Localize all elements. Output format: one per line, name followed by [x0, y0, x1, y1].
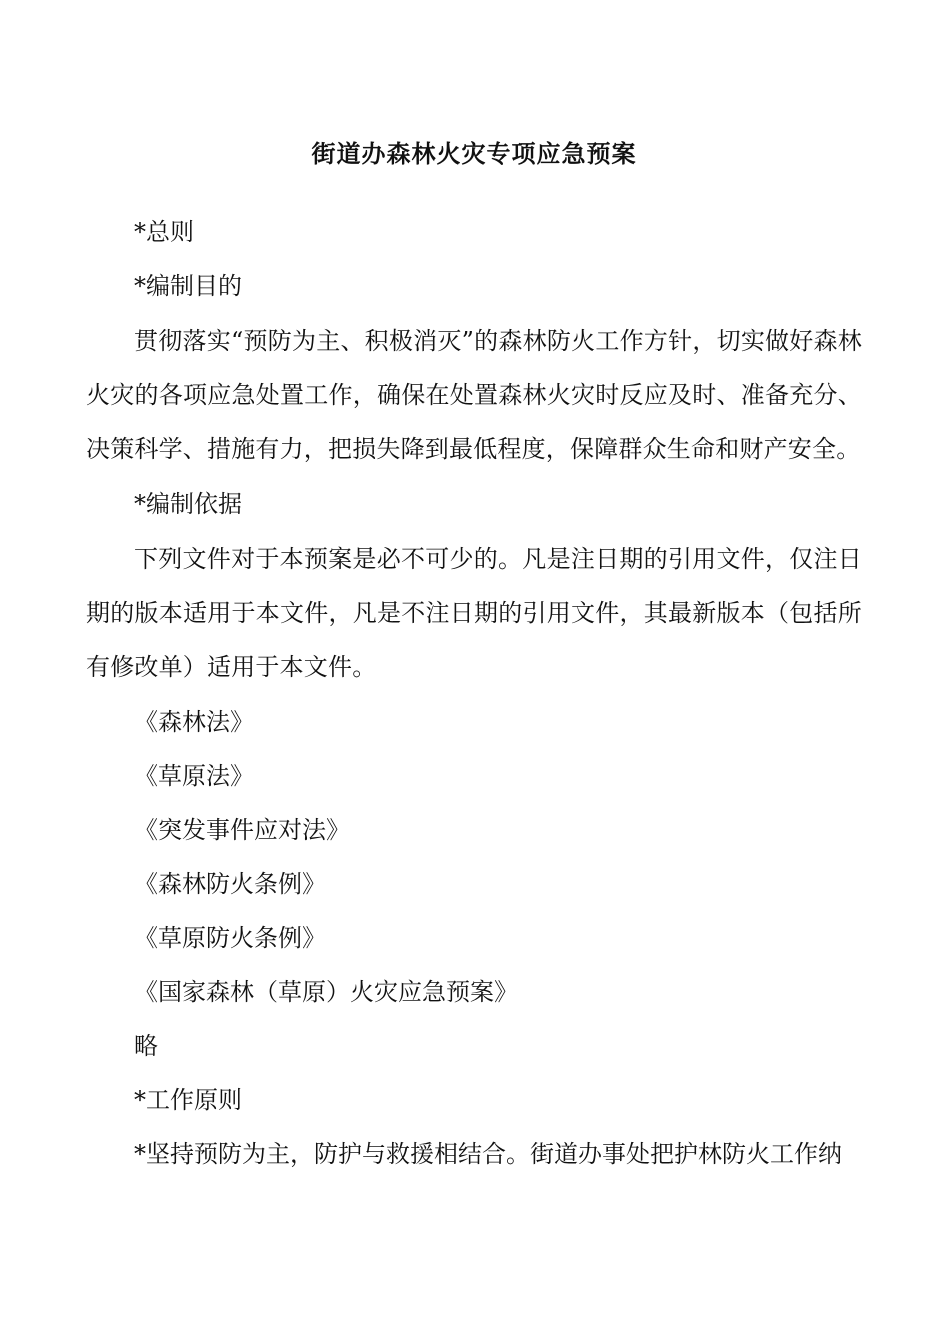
omitted-note: 略 [134, 1032, 158, 1060]
section-purpose-heading: *编制目的 [134, 272, 242, 300]
law-item-4: 《森林防火条例》 [134, 870, 326, 898]
document-title: 街道办森林火灾专项应急预案 [311, 139, 637, 168]
document-content [86, 128, 862, 1180]
law-item-1: 《森林法》 [134, 708, 254, 736]
law-item-3: 《突发事件应对法》 [134, 816, 350, 844]
section-general: *总则 [134, 218, 194, 246]
law-item-6: 《国家森林（草原）火灾应急预案》 [134, 978, 518, 1006]
principles-paragraph-start: *坚持预防为主，防护与救援相结合。街道办事处把护林防火工作纳 [134, 1140, 842, 1168]
purpose-paragraph: 贯彻落实“预防为主、积极消灭”的森林防火工作方针，切实做好森林火灾的各项应急处置工作，确保在处置森林火灾时反应及时、准备充分、决策科学、措施有力，把损失降到最低程度，保障群众生命和财产安全。 [86, 327, 862, 463]
law-item-5: 《草原防火条例》 [134, 924, 326, 952]
law-item-2: 《草原法》 [134, 762, 254, 790]
section-principles-heading: *工作原则 [134, 1086, 242, 1114]
basis-paragraph: 下列文件对于本预案是必不可少的。凡是注日期的引用文件，仅注日期的版本适用于本文件，凡是不注日期的引用文件，其最新版本（包括所有修改单）适用于本文件。 [86, 545, 862, 681]
section-basis-heading: *编制依据 [134, 490, 242, 518]
